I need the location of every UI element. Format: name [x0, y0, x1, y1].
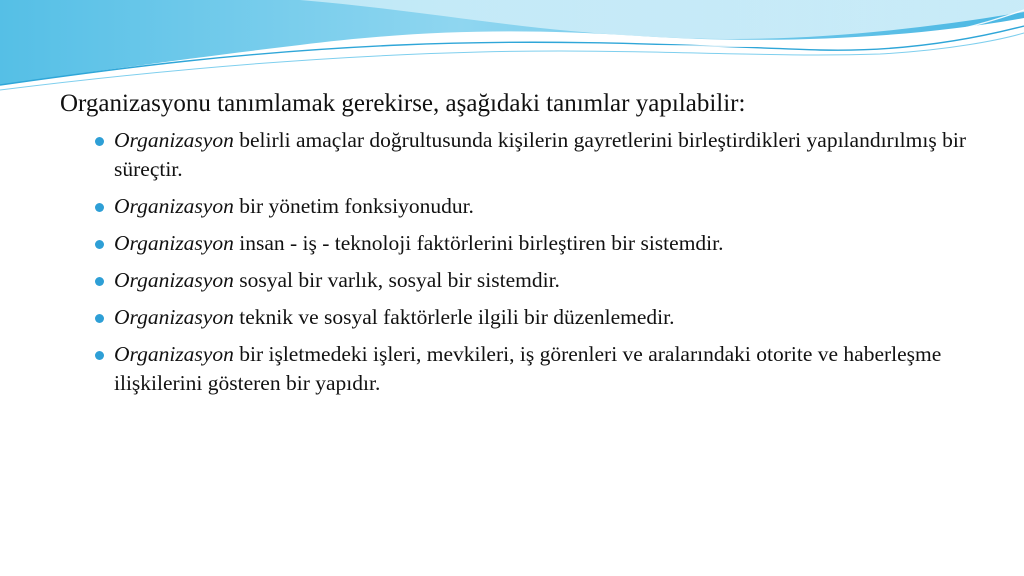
bullet-dot-icon: [95, 203, 104, 212]
bullet-dot-icon: [95, 240, 104, 249]
bullet-text: belirli amaçlar doğrultusunda kişilerin gayretlerini birleştirdikleri yapılandırılmış bir süreçtir.: [114, 128, 966, 181]
bullet-term: Organizasyon: [114, 305, 234, 329]
bullet-text: insan - iş - teknoloji faktörlerini birleştiren bir sistemdir.: [233, 231, 724, 255]
bullet-item: [60, 266, 966, 295]
bullet-dot-icon: [95, 277, 104, 286]
bullet-item: [60, 340, 966, 398]
bullet-text: bir yönetim fonksiyonudur.: [233, 194, 474, 218]
bullet-term: Organizasyon: [114, 128, 234, 152]
bullet-term: Organizasyon: [114, 268, 234, 292]
bullet-dot-icon: [95, 137, 104, 146]
bullet-item: [60, 126, 966, 184]
bullet-dot-icon: [95, 351, 104, 360]
bullet-text: bir işletmedeki işleri, mevkileri, iş görenleri ve aralarındaki otorite ve haberleşme ilişkilerini gösteren bir yapıdır.: [114, 342, 942, 395]
bullet-text: teknik ve sosyal faktörlerle ilgili bir düzenlemedir.: [233, 305, 675, 329]
bullet-term: Organizasyon: [114, 231, 234, 255]
bullet-term: Organizasyon: [114, 194, 234, 218]
bullet-item: [60, 229, 966, 258]
bullet-term: Organizasyon: [114, 342, 234, 366]
bullet-item: [60, 192, 966, 221]
slide-content: [60, 86, 966, 406]
slide-heading: Organizasyonu tanımlamak gerekirse, aşağıdaki tanımlar yapılabilir:: [60, 90, 746, 117]
bullet-dot-icon: [95, 314, 104, 323]
bullet-list: [60, 126, 966, 398]
bullet-text: sosyal bir varlık, sosyal bir sistemdir.: [233, 268, 560, 292]
bullet-item: [60, 303, 966, 332]
